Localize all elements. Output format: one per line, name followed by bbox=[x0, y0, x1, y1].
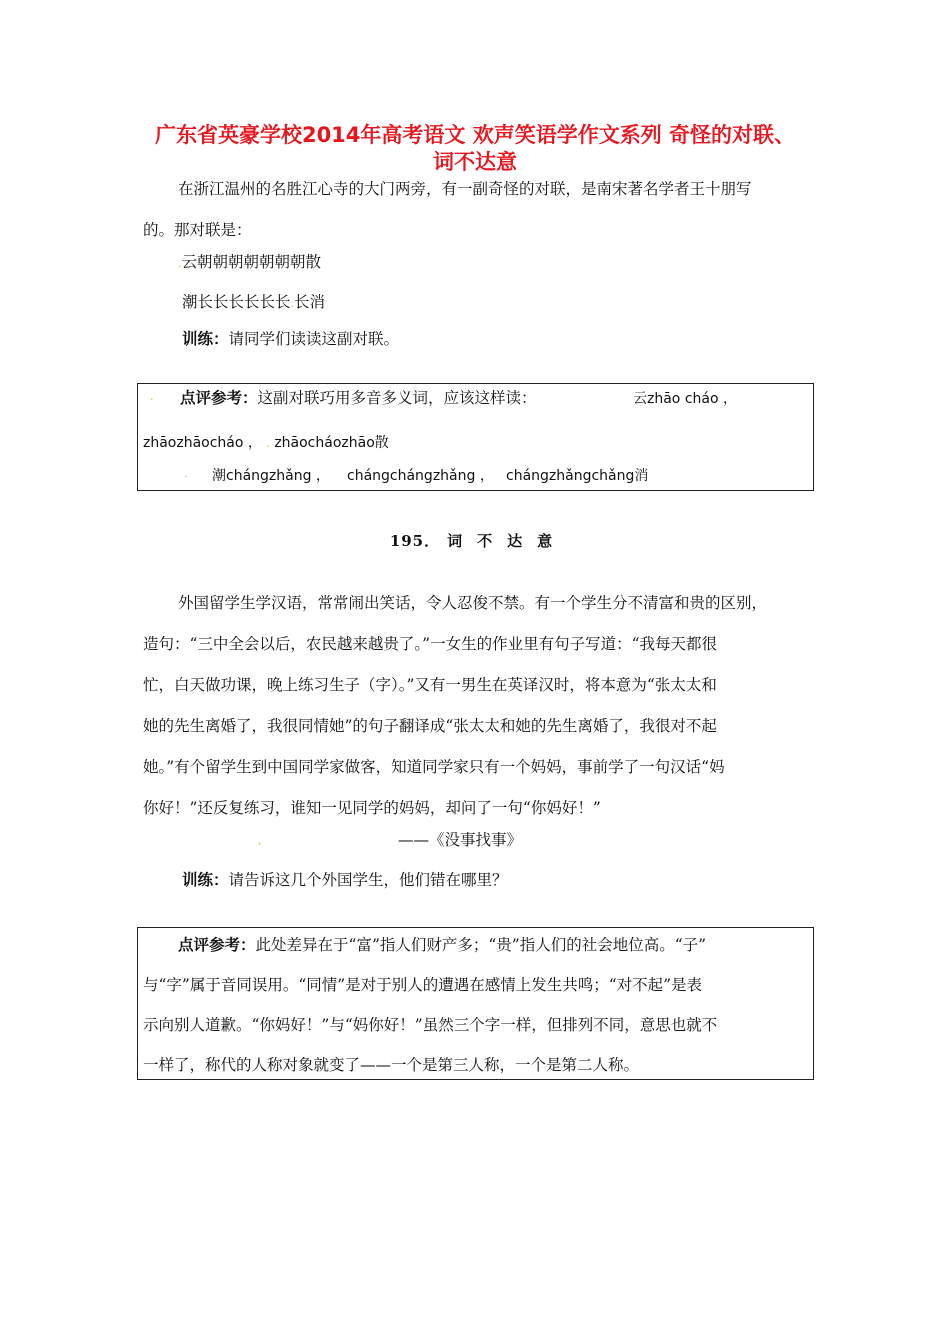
training-text: 请告诉这几个外国学生，他们错在哪里？ bbox=[228, 871, 508, 889]
title-line-2: 词不达意 bbox=[433, 150, 517, 174]
couplet-text-2b: 长消 bbox=[294, 293, 326, 311]
heading-char: 达 bbox=[507, 532, 524, 550]
review1-line-3 bbox=[184, 465, 188, 481]
intro-line-1: 在浙江温州的名胜江心寺的大门两旁，有一副奇怪的对联，是南宋著名学者王十朋写 bbox=[178, 180, 752, 198]
edit-mark: , bbox=[258, 834, 262, 847]
review1-text: 这副对联巧用多音多义词，应该这样读： bbox=[257, 389, 537, 407]
body-line: 她的先生离婚了，我很同情她”的句子翻译成“张太太和她的先生离婚了，我很对不起 bbox=[143, 717, 717, 735]
review2-line-1 bbox=[178, 933, 706, 955]
review1-line-1 bbox=[150, 386, 154, 404]
review1-line-2 bbox=[143, 432, 389, 452]
review2-text: 此处差异在于“富”指人们财产多；“贵”指人们的社会地位高。“子” bbox=[255, 936, 707, 954]
body-line: 你好！”还反复练习，谁知一见同学的妈妈，却问了一句“你妈好！” bbox=[143, 799, 601, 817]
review2-line-4: 一样了，称代的人称对象就变了——一个是第三人称，一个是第二人称。 bbox=[143, 1056, 640, 1074]
intro-line-2: 的。那对联是： bbox=[143, 221, 252, 239]
heading-char: 词 bbox=[447, 532, 464, 550]
body-line: 忙，白天做功课，晚上练习生子（字）。”又有一男生在英译汉时，将本意为“张太太和 bbox=[143, 676, 717, 694]
review1-reading-3b: chángchángzhǎng ， bbox=[347, 468, 494, 484]
review2-label: 点评参考： bbox=[178, 935, 256, 954]
edit-mark: . bbox=[266, 437, 270, 450]
review1-reading-1: 云zhāo cháo ， bbox=[633, 391, 737, 407]
review2-line-2: 与“字”属于音同误用。“同情”是对于别人的遭遇在感情上发生共鸣；“对不起”是表 bbox=[143, 976, 703, 994]
training-text: 请同学们读读这副对联。 bbox=[228, 330, 400, 348]
couplet-line-1 bbox=[178, 250, 321, 272]
heading-char: 不 bbox=[477, 532, 494, 550]
couplet-text-1: 云朝朝朝朝朝朝朝散 bbox=[181, 253, 322, 271]
body-line: 她。”有个留学生到中国同学家做客，知道同学家只有一个妈妈，事前学了一句汉话“妈 bbox=[143, 758, 725, 776]
training-label: 训练： bbox=[182, 329, 229, 348]
review1-label: 点评参考： bbox=[180, 388, 258, 407]
body-line: 造句：“三中全会以后，农民越来越贵了。”一女生的作业里有句子写道：“我每天都很 bbox=[143, 635, 718, 653]
review1-reading-2a: zhāozhāocháo ， bbox=[143, 435, 262, 451]
edit-mark: . bbox=[184, 467, 188, 480]
training-label: 训练： bbox=[182, 870, 229, 889]
couplet-text-2a: 潮长长长长长长 bbox=[182, 293, 291, 311]
body-line: 外国留学生学汉语，常常闹出笑话，令人忍俊不禁。有一个学生分不清富和贵的区别， bbox=[178, 594, 768, 612]
edit-mark: . bbox=[150, 390, 154, 403]
section-heading bbox=[0, 530, 950, 551]
title-line-1: 广东省英豪学校2014年高考语文 欢声笑语学作文系列 奇怪的对联、 bbox=[154, 123, 796, 147]
review1-line-1-text bbox=[180, 386, 537, 408]
review1-reading-3c: chángzhǎngchǎng消 bbox=[506, 468, 649, 484]
review1-reading-2b: zhāocháozhāo散 bbox=[274, 435, 389, 451]
edit-mark: . bbox=[178, 257, 182, 270]
couplet-line-2 bbox=[182, 290, 325, 312]
review2-line-3: 示向别人道歉。“你妈好！”与“妈你好！”虽然三个字一样，但排列不同，意思也就不 bbox=[143, 1016, 718, 1034]
review1-reading-3a: 潮chángzhǎng ， bbox=[212, 468, 330, 484]
training-2 bbox=[182, 868, 508, 890]
edit-mark: . bbox=[290, 297, 295, 310]
training-1 bbox=[182, 327, 399, 349]
source-citation: ——《没事找事》 bbox=[398, 831, 523, 849]
heading-number: 195． bbox=[389, 532, 441, 550]
document-title bbox=[140, 122, 810, 176]
heading-char: 意 bbox=[537, 532, 554, 550]
